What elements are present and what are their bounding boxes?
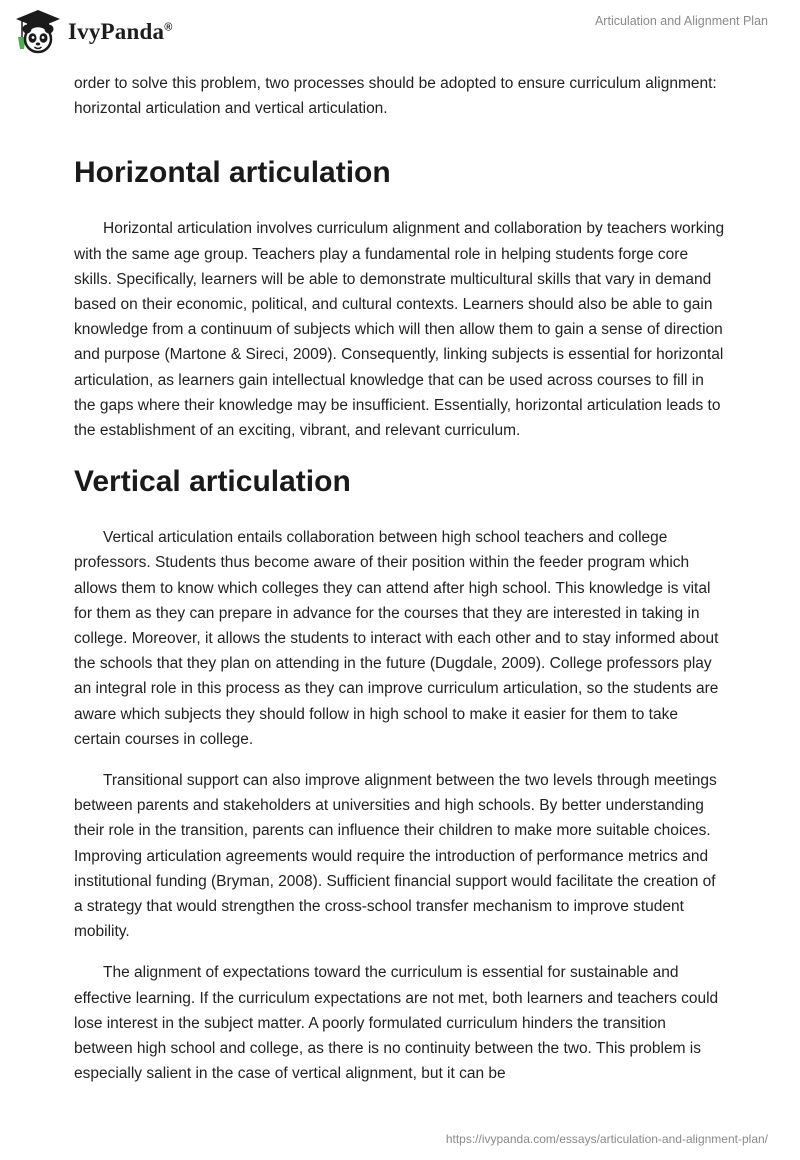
- paragraph: Transitional support can also improve alignment between the two levels through meetings between parents and stakeholders at universities and high schools. By better understanding their role in the transition, parents can influence their children to make more suitable choices. Improving articulation agreements would require the introduction of performance metrics and institutional funding (Bryman, 2008). Sufficient financial support would facilitate the creation of a strategy that would strengthen the cross-school transfer mechanism to improve student mobility.: [74, 772, 717, 941]
- source-url[interactable]: https://ivypanda.com/essays/articulation-and-alignment-plan/: [445, 1132, 768, 1146]
- section-heading-vertical: Vertical articulation: [74, 465, 351, 499]
- essay-body: [74, 71, 728, 1087]
- page-header: [0, 0, 800, 70]
- ivypanda-logo[interactable]: [14, 8, 173, 56]
- brand-name: IvyPanda®: [68, 19, 173, 44]
- document-title: Articulation and Alignment Plan: [594, 14, 768, 28]
- intro-paragraph: order to solve this problem, two processes should be adopted to ensure curriculum alignment: horizontal articulation and vertical articulation.: [74, 75, 717, 118]
- paragraph: Horizontal articulation involves curriculum alignment and collaboration by teachers working with the same age group. Teachers play a fundamental role in helping students forge core skills. Specifically, learners will be able to demonstrate multicultural skills that vary in demand based on their economic, political, and cultural contexts. Learners should also be able to gain knowledge from a continuum of subjects which will then allow them to gain a sense of direction and purpose (Martone & Sireci, 2009). Consequently, linking subjects is essential for horizontal articulation, as learners gain intellectual knowledge that can be used across courses to fill in the gaps where their knowledge may be insufficient. Essentially, horizontal articulation leads to the establishment of an exciting, vibrant, and relevant curriculum.: [74, 220, 725, 440]
- section-heading-horizontal: Horizontal articulation: [74, 156, 391, 190]
- paragraph: Vertical articulation entails collaboration between high school teachers and college professors. Students thus become aware of their position within the feeder program which allows them to know which colleges they can attend after high school. This knowledge is vital for them as they can prepare in advance for the courses that they are interested in taking in college. Moreover, it allows the students to interact with each other and to stay informed about the schools that they plan on attending in the future (Dugdale, 2009). College professors play an integral role in this process as they can improve curriculum articulation, so the students are aware which subjects they should follow in high school to make it easier for them to take certain courses in college.: [74, 529, 719, 748]
- panda-graduate-icon: [14, 9, 62, 55]
- paragraph: The alignment of expectations toward the curriculum is essential for sustainable and effective learning. If the curriculum expectations are not met, both learners and teachers could lose interest in the subject matter. A poorly formulated curriculum hinders the transition between high school and college, as there is no continuity between the two. This problem is especially salient in the case of vertical alignment, but it can be: [74, 964, 719, 1083]
